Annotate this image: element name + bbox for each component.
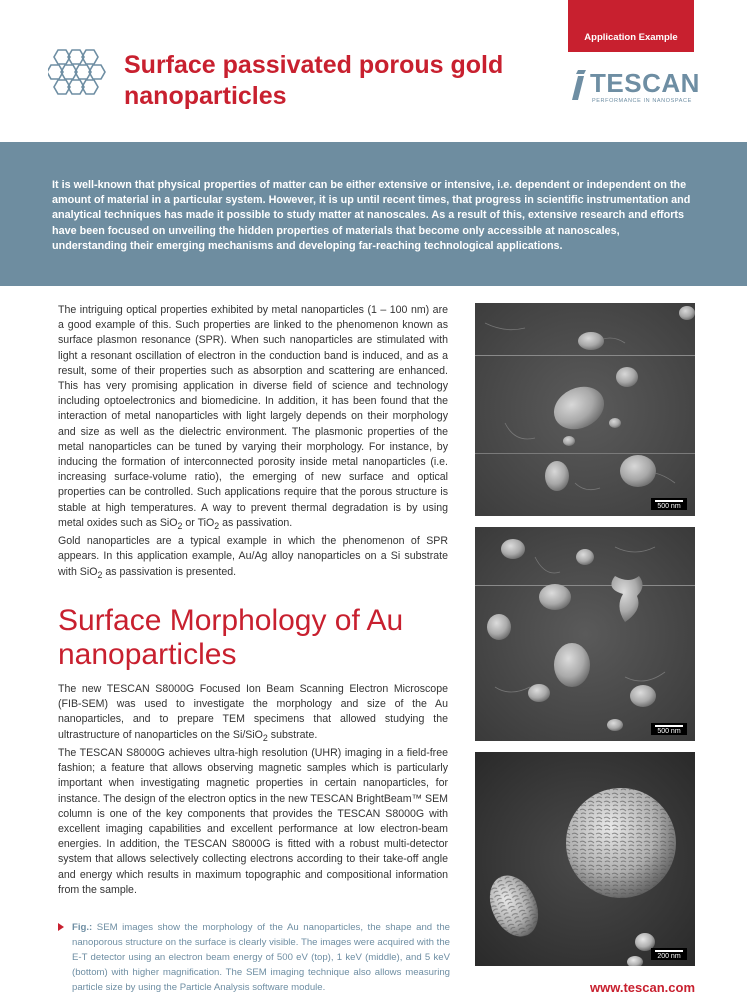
figure-caption: [58, 920, 450, 995]
body-text-section-2: [58, 682, 448, 898]
tescan-mark-icon: [568, 68, 588, 102]
intro-text: It is well-known that physical properties of matter can be either extensive or intensive, i.e. dependent or independent on the amount of material in a particular system. However, it is up until recent times, that progress in scientific instrumentation and analytical techniques has made it possible to study matter at nanoscales. As a result of this, extensive research and efforts have been focused on unveiling the hidden properties of materials that become only accessible at nanoscales, understanding their emerging mechanisms and developing far-reaching technological applications.: [52, 179, 691, 252]
paragraph-spr: The intriguing optical properties exhibited by metal nanoparticles (1 – 100 nm) are a good example of this. Such properties are linked to the phenomenon known as surface plasmon resonance (SPR). When such nanoparticles are stimulated with light a resonant oscillation of electron in the conduction band is induced, and as a result, some of their properties such as absorption and scattering are enhanced. This has very promising application in diverse field of science and technology including optoelectronics and biomedicine. In addition, it has been found that the interaction of metal nanoparticles with light largely depends on their morphology and size as well as the dielectric environment. The plasmonic properties of the metal nanoparticles can be tuned by varying their morphology. For instance, by inducing the formation of interconnected porosity inside metal nanoparticles (i.e. increasing surface-volume ratio), the emerging of new surface and optical properties can be controlled. Such applications require that the porous structure is stable at high temperatures. A way to prevent thermal degradation is by using metal oxides such as SiO$_2$ or TiO$_2$ as passivation.: [58, 304, 448, 531]
paragraph-s8000g-features: The TESCAN S8000G achieves ultra-high resolution (UHR) imaging in a field-free fashion; a feature that allows observing magnetic samples which is particularly important when investigating magnetic properties in certain nanoparticles, for instance. The design of the electron optics in the new TESCAN BrightBeam™ SEM column is one of the key components that provides the TESCAN S8000G with excellent imaging capabilities and excellent performance at low electron-beam energies. In addition, the TESCAN S8000G is fitted with a robust multi-detector system that allows selectively collecting electrons according to their take-off angle and energy which results in maximum topographic and compositional information from the sample.: [58, 746, 449, 896]
sem-image-top: [475, 303, 695, 516]
body-text-section-1: [58, 303, 448, 583]
paragraph-s8000g-intro: The new TESCAN S8000G Focused Ion Beam Scanning Electron Microscope (FIB-SEM) was used to investigate the morphology and size of the Au nanoparticles, and to prepare TEM specimens that allowed studying the ultrastructure of nanoparticles on the Si/SiO$_2$ substrate.: [58, 683, 448, 743]
application-example-badge: [568, 0, 694, 52]
hexagon-grid-icon: [48, 46, 108, 98]
tescan-logo: [568, 66, 700, 108]
brand-name: TESCAN: [590, 68, 700, 98]
website-link[interactable]: www.tescan.com: [590, 980, 695, 995]
scale-bar: 200 nm: [651, 948, 687, 960]
scale-bar: 500 nm: [651, 723, 687, 735]
scale-bar: 500 nm: [651, 498, 687, 510]
intro-band: [0, 142, 747, 286]
section-heading: Surface Morphology of Au nanoparticles: [58, 604, 404, 671]
brand-tagline: PERFORMANCE IN NANOSPACE: [592, 98, 692, 104]
caption-arrow-icon: [58, 923, 64, 931]
caption-text: SEM images show the morphology of the Au nanoparticles, the shape and the nanoporous structure on the surface is clearly visible. The images were acquired with the E-T detector using an electron beam energy of 500 eV (top), 1 keV (middle), and 5 keV (bottom) with higher magnification. The SEM imaging technique also allows measuring particle size by using the Particle Analysis software module.: [72, 922, 450, 993]
caption-label: Fig.:: [72, 922, 93, 933]
page-title: Surface passivated porous gold nanoparticles: [124, 51, 504, 110]
sem-image-bottom: [475, 752, 695, 966]
badge-label: Application Example: [584, 32, 678, 43]
paragraph-gold: Gold nanoparticles are a typical example in which the phenomenon of SPR appears. In this application example, Au/Ag alloy nanoparticles on a Si substrate with SiO$_2$ as passivation is presented.: [58, 535, 448, 580]
sem-image-middle: [475, 527, 695, 741]
